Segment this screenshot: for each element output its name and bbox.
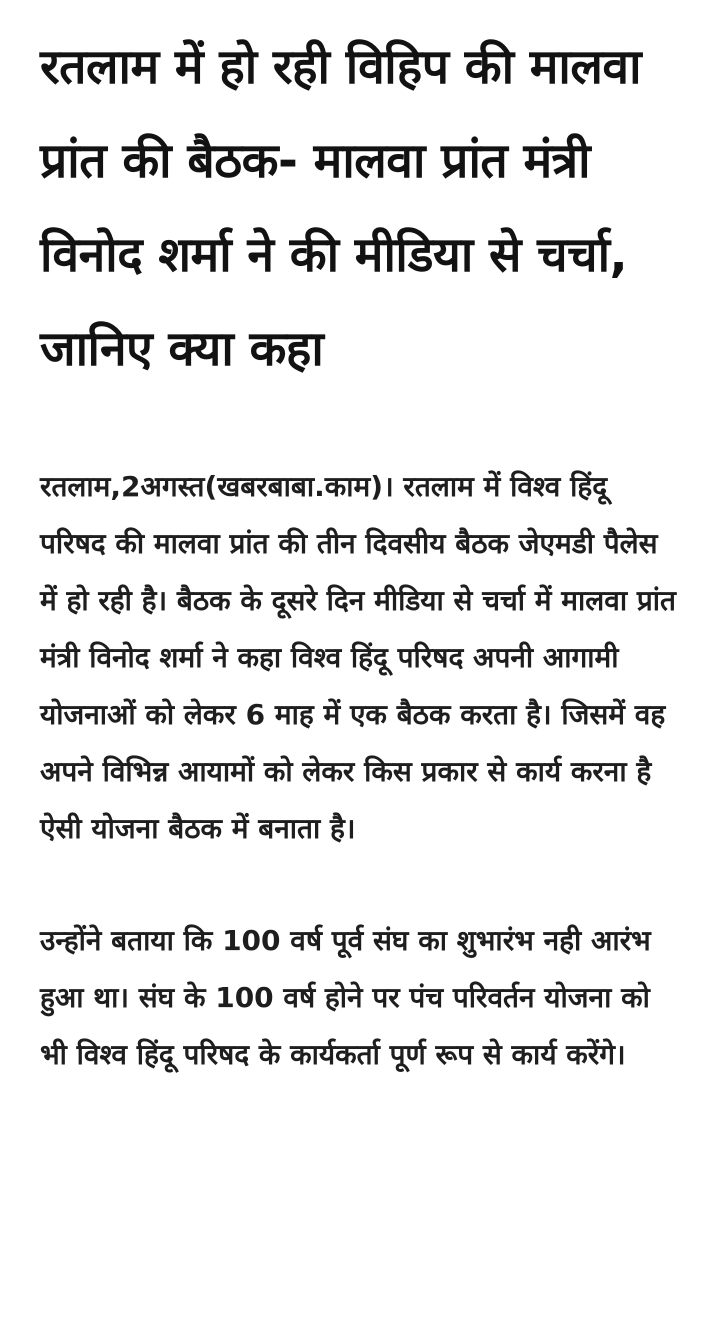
article-paragraph-1: रतलाम,2अगस्त(खबरबाबा.काम)। रतलाम में विश्व हिंदू परिषद की मालवा प्रांत की तीन दिवसीय बैठक जेएमडी पैलेस में हो रही है। बैठक के दूसरे दिन मीडिया से चर्चा में मालवा प्रांत मंत्री विनोद शर्मा ने कहा विश्व हिंदू परिषद अपनी आगामी योजनाओं को लेकर 6 माह में एक बैठक करता है। जिसमें वह अपने विभिन्न आयामों को लेकर किस प्रकार से कार्य करना है ऐसी योजना बैठक में बनाता है। bbox=[40, 470, 676, 845]
article-paragraph-2: उन्होंने बताया कि 100 वर्ष पूर्व संघ का शुभारंभ नही आरंभ हुआ था। संघ के 100 वर्ष होने पर पंच परिवर्तन योजना को भी विश्व हिंदू परिषद के कार्यकर्ता पूर्ण रूप से कार्य करेंगे। bbox=[40, 924, 651, 1071]
article-headline: रतलाम में हो रही विहिप की मालवा प्रांत की बैठक- मालवा प्रांत मंत्री विनोद शर्मा ने की मीडिया से चर्चा, जानिए क्या कहा bbox=[40, 39, 642, 377]
